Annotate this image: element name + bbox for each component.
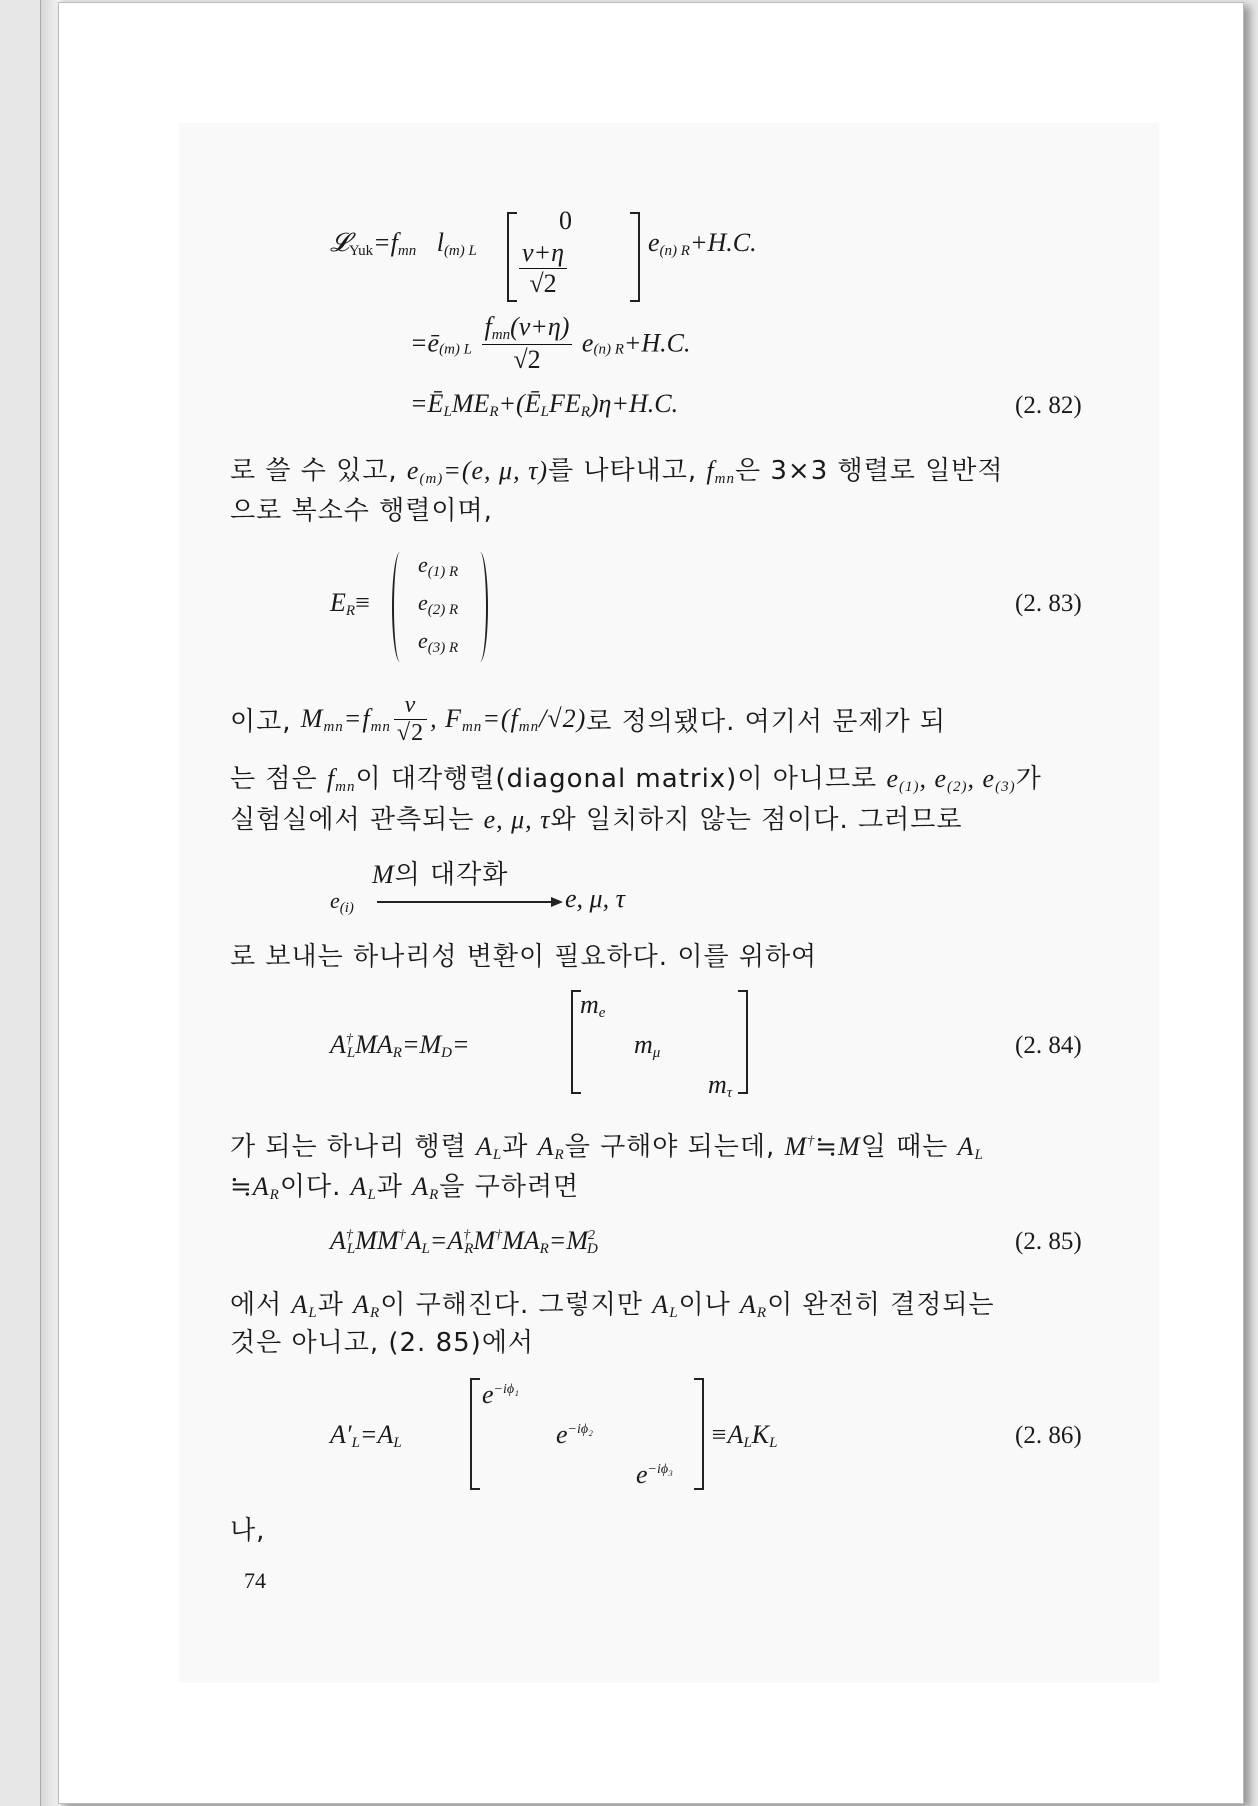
matrix-k-entry-1: $e^{-i\phi_1}$: [482, 1380, 519, 1409]
eq-2-82-line3: $=Ē_LME_R+(Ē_LFE_R)\eta+H.C$.: [410, 389, 679, 420]
arrow-from: $e_{(i)}$: [330, 888, 354, 916]
equation-number-2-85: (2. 85): [1015, 1228, 1082, 1255]
right-arrow-icon: [375, 892, 565, 912]
equation-number-2-82: (2. 82): [1015, 392, 1082, 419]
paragraph-1-line2: 으로 복소수 행렬이며,: [230, 496, 493, 526]
vector-fraction: $\frac{v+\eta}{√2}$: [516, 238, 570, 299]
matrix-k-left-bracket: [470, 1378, 480, 1490]
paragraph-3: 로 보내는 하나리성 변환이 필요하다. 이를 위하여: [230, 942, 818, 972]
eq-2-85: $A^\dagger_LMM^\dagger A_L=A^\dagger_RM^\dagger MA_R=M^2_D$: [330, 1226, 598, 1257]
matrix-md-entry-2: $m_\mu$: [634, 1030, 661, 1061]
eq-2-86-rhs: $\equiv A_LK_L$: [710, 1420, 778, 1451]
column-entry-1: $e_{(1) R}$: [418, 552, 459, 580]
matrix-k-right-bracket: [694, 1378, 704, 1490]
vector-right-bracket: [630, 212, 640, 302]
page-number: 74: [244, 1568, 266, 1593]
eq-2-86-lhs: $A'_L=A_L$: [330, 1420, 402, 1451]
equation-number-2-84: (2. 84): [1015, 1032, 1082, 1059]
paragraph-6: 나,: [230, 1516, 266, 1546]
column-left-paren: [392, 552, 408, 662]
eq-2-84-lhs: $A^\dagger_LMA_R=M_D=$: [330, 1030, 470, 1061]
matrix-k-entry-3: $e^{-i\phi_3}$: [636, 1460, 673, 1489]
matrix-k-entry-2: $e^{-i\phi_2}$: [556, 1420, 593, 1449]
column-right-paren: [472, 552, 488, 662]
paragraph-5-line1: 에서 $A_L$과 $A_R$이 구해진다. 그렇지만 $A_L$이나 $A_R$이 완전히 결정되는: [230, 1290, 995, 1321]
paragraph-1-line1: 로 쓸 수 있고, $e_{(m)}=(e$, μ, τ)를 나타내고, $f_{mn}$은 3×3 행렬로 일반적: [230, 456, 1004, 487]
equation-number-2-83: (2. 83): [1015, 590, 1082, 617]
paragraph-4-line1: 가 되는 하나리 행렬 $A_L$과 $A_R$을 구해야 되는데, M†≒M일 때는 $A_L$: [230, 1132, 984, 1163]
column-entry-2: $e_{(2) R}$: [418, 590, 459, 618]
matrix-md-entry-1: $m_e$: [580, 990, 606, 1021]
eq-2-82-line2: $=ē_{(m) L}$ $\frac{f_{mn}(v+\eta)}{√2}$ $e_{(n) R}+H.C$.: [410, 312, 691, 374]
page-content: [40, 0, 1258, 1806]
paragraph-2-line2: 는 점은 $f_{mn}$이 대각행렬(diagonal matrix)이 아니므로 $e_{(1)}$, $e_{(2)}$, $e_{(3)}$가: [230, 764, 1042, 795]
vector-top-entry: 0: [559, 206, 572, 235]
equation-number-2-86: (2. 86): [1015, 1422, 1082, 1449]
paragraph-5-line2: 것은 아니고, (2. 85)에서: [230, 1328, 535, 1358]
arrow-to: e, μ, τ: [565, 884, 625, 913]
matrix-md-entry-3: $m_\tau$: [708, 1070, 733, 1101]
column-entry-3: $e_{(3) R}$: [418, 628, 459, 656]
paragraph-4-line2: $≒A_R$이다. $A_L$과 $A_R$을 구하려면: [230, 1172, 580, 1203]
arrow-label: M의 대각화: [372, 860, 509, 890]
paragraph-2-line3: 실험실에서 관측되는 e, μ, τ와 일치하지 않는 점이다. 그러므로: [230, 805, 963, 835]
eq-2-83-lhs: $E_R\equiv$: [330, 588, 370, 619]
paragraph-2-line1: 이고, $M_{mn}=f_{mn}$ $\frac{v}{√2}$ , $F_{mn}=(f_{mn}/√2)$로 정의됐다. 여기서 문제가 되: [230, 692, 946, 746]
eq-2-82-line1: $𝓛_{Yuk}=f_{mn}$ $l_{(m) L}$: [330, 228, 477, 259]
eq-2-82-line1-tail: $e_{(n) R}+H.C$.: [648, 228, 757, 259]
matrix-md-right-bracket: [738, 990, 748, 1094]
